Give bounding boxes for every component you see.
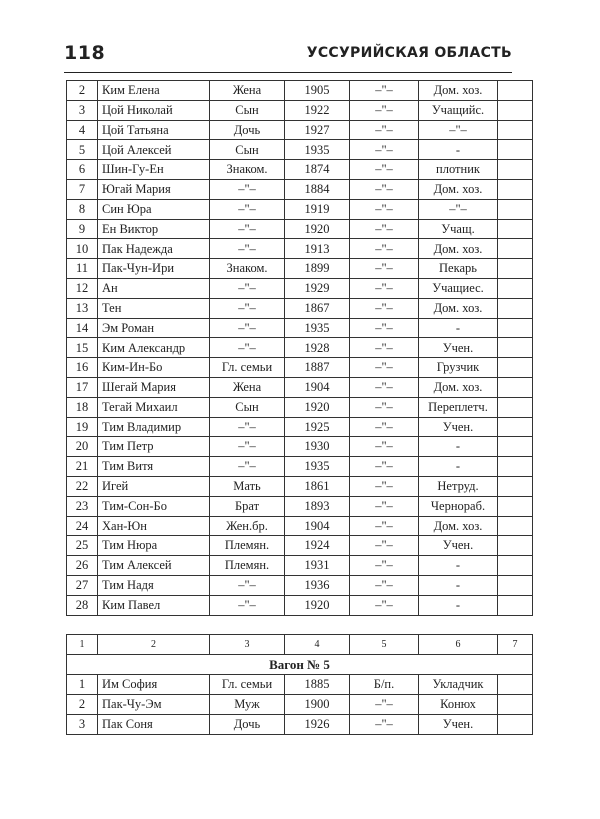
relation-cell: –"– [210, 457, 285, 477]
occupation-cell: Нетруд. [419, 476, 498, 496]
note-cell [498, 259, 533, 279]
relation-cell: Сын [210, 100, 285, 120]
note-cell [498, 417, 533, 437]
person-name-cell: Шегай Мария [98, 377, 210, 397]
row-number-cell: 10 [67, 239, 98, 259]
table-row [67, 417, 533, 437]
note-cell [498, 120, 533, 140]
row-number-cell: 17 [67, 377, 98, 397]
relation-cell: Брат [210, 496, 285, 516]
note-cell [498, 100, 533, 120]
table-row [67, 160, 533, 180]
birth-year-cell: 1925 [285, 417, 350, 437]
occupation-cell: Конюх [419, 695, 498, 715]
birth-year-cell: 1899 [285, 259, 350, 279]
birth-year-cell: 1887 [285, 358, 350, 378]
relation-cell: –"– [210, 437, 285, 457]
row-number-cell: 23 [67, 496, 98, 516]
relation-cell: Дочь [210, 715, 285, 735]
note-cell [498, 239, 533, 259]
birth-year-cell: 1926 [285, 715, 350, 735]
note-cell [498, 199, 533, 219]
birth-year-cell: 1936 [285, 575, 350, 595]
party-cell: –"– [350, 140, 419, 160]
party-cell: –"– [350, 318, 419, 338]
occupation-cell: Пекарь [419, 259, 498, 279]
party-cell: Б/п. [350, 675, 419, 695]
row-number-cell: 24 [67, 516, 98, 536]
table-row [67, 278, 533, 298]
row-number-cell: 12 [67, 278, 98, 298]
wagon-title: Вагон № 5 [67, 655, 533, 675]
party-cell: –"– [350, 278, 419, 298]
note-cell [498, 358, 533, 378]
person-name-cell: Ан [98, 278, 210, 298]
person-name-cell: Цой Алексей [98, 140, 210, 160]
relation-cell: Дочь [210, 120, 285, 140]
relation-cell: –"– [210, 298, 285, 318]
party-cell: –"– [350, 179, 419, 199]
party-cell: –"– [350, 160, 419, 180]
birth-year-cell: 1900 [285, 695, 350, 715]
relation-cell: –"– [210, 239, 285, 259]
row-number-cell: 20 [67, 437, 98, 457]
column-number: 1 [67, 635, 98, 655]
row-number-cell: 5 [67, 140, 98, 160]
party-cell: –"– [350, 259, 419, 279]
occupation-cell: Чернораб. [419, 496, 498, 516]
table-row [67, 496, 533, 516]
occupation-cell: Укладчик [419, 675, 498, 695]
relation-cell: –"– [210, 179, 285, 199]
row-number-cell: 19 [67, 417, 98, 437]
note-cell [498, 536, 533, 556]
relation-cell: Муж [210, 695, 285, 715]
relation-cell: –"– [210, 595, 285, 615]
relation-cell: Гл. семьи [210, 358, 285, 378]
column-number: 7 [498, 635, 533, 655]
header-rule [64, 72, 512, 73]
table-row [67, 100, 533, 120]
birth-year-cell: 1861 [285, 476, 350, 496]
birth-year-cell: 1867 [285, 298, 350, 318]
party-cell: –"– [350, 338, 419, 358]
relation-cell: Жена [210, 81, 285, 101]
party-cell: –"– [350, 556, 419, 576]
party-cell: –"– [350, 457, 419, 477]
occupation-cell: Дом. хоз. [419, 179, 498, 199]
party-cell: –"– [350, 536, 419, 556]
row-number-cell: 22 [67, 476, 98, 496]
person-name-cell: Пак Надежда [98, 239, 210, 259]
row-number-cell: 1 [67, 675, 98, 695]
wagon-title-row [67, 655, 533, 675]
relation-cell: –"– [210, 278, 285, 298]
row-number-cell: 26 [67, 556, 98, 576]
birth-year-cell: 1920 [285, 397, 350, 417]
birth-year-cell: 1930 [285, 437, 350, 457]
relation-cell: –"– [210, 219, 285, 239]
party-cell: –"– [350, 476, 419, 496]
occupation-cell: Дом. хоз. [419, 516, 498, 536]
birth-year-cell: 1931 [285, 556, 350, 576]
occupation-cell: Дом. хоз. [419, 298, 498, 318]
note-cell [498, 457, 533, 477]
relation-cell: –"– [210, 417, 285, 437]
occupation-cell: - [419, 575, 498, 595]
relation-cell: Знаком. [210, 160, 285, 180]
person-name-cell: Тегай Михаил [98, 397, 210, 417]
column-number: 5 [350, 635, 419, 655]
birth-year-cell: 1904 [285, 377, 350, 397]
page-number: 118 [64, 42, 106, 64]
party-cell: –"– [350, 100, 419, 120]
person-name-cell: Тим Витя [98, 457, 210, 477]
table-row [67, 377, 533, 397]
person-name-cell: Пак Соня [98, 715, 210, 735]
table-row [67, 179, 533, 199]
birth-year-cell: 1920 [285, 595, 350, 615]
party-cell: –"– [350, 437, 419, 457]
note-cell [498, 298, 533, 318]
birth-year-cell: 1935 [285, 457, 350, 477]
note-cell [498, 556, 533, 576]
occupation-cell: - [419, 595, 498, 615]
table-row [67, 239, 533, 259]
person-name-cell: Хан-Юн [98, 516, 210, 536]
wagon-table [66, 634, 533, 735]
table-row [67, 437, 533, 457]
table-row [67, 476, 533, 496]
relation-cell: Жен.бр. [210, 516, 285, 536]
occupation-cell: Учен. [419, 715, 498, 735]
note-cell [498, 715, 533, 735]
note-cell [498, 675, 533, 695]
relation-cell: –"– [210, 338, 285, 358]
person-name-cell: Син Юра [98, 199, 210, 219]
table-row [67, 199, 533, 219]
person-name-cell: Ким Александр [98, 338, 210, 358]
birth-year-cell: 1884 [285, 179, 350, 199]
table-row [67, 397, 533, 417]
row-number-cell: 2 [67, 695, 98, 715]
note-cell [498, 397, 533, 417]
table-row [67, 338, 533, 358]
occupation-cell: Переплетч. [419, 397, 498, 417]
row-number-cell: 3 [67, 715, 98, 735]
person-name-cell: Пак-Чун-Ири [98, 259, 210, 279]
occupation-cell: Дом. хоз. [419, 377, 498, 397]
occupation-cell: - [419, 437, 498, 457]
note-cell [498, 377, 533, 397]
row-number-cell: 25 [67, 536, 98, 556]
person-name-cell: Ким Елена [98, 81, 210, 101]
note-cell [498, 595, 533, 615]
birth-year-cell: 1905 [285, 81, 350, 101]
row-number-cell: 18 [67, 397, 98, 417]
note-cell [498, 160, 533, 180]
person-name-cell: Тим Алексей [98, 556, 210, 576]
row-number-cell: 15 [67, 338, 98, 358]
note-cell [498, 81, 533, 101]
relation-cell: –"– [210, 318, 285, 338]
party-cell: –"– [350, 595, 419, 615]
birth-year-cell: 1935 [285, 140, 350, 160]
row-number-cell: 9 [67, 219, 98, 239]
occupation-cell: - [419, 457, 498, 477]
table-row [67, 595, 533, 615]
table-row [67, 715, 533, 735]
party-cell: –"– [350, 358, 419, 378]
row-number-cell: 13 [67, 298, 98, 318]
table-row [67, 556, 533, 576]
column-number-row [67, 635, 533, 655]
occupation-cell: Дом. хоз. [419, 81, 498, 101]
table-row [67, 120, 533, 140]
row-number-cell: 16 [67, 358, 98, 378]
table-row [67, 259, 533, 279]
person-name-cell: Шин-Гу-Ен [98, 160, 210, 180]
person-name-cell: Эм Роман [98, 318, 210, 338]
person-name-cell: Тим Петр [98, 437, 210, 457]
party-cell: –"– [350, 81, 419, 101]
column-number: 3 [210, 635, 285, 655]
party-cell: –"– [350, 516, 419, 536]
relation-cell: Племян. [210, 556, 285, 576]
occupation-cell: - [419, 318, 498, 338]
table-row [67, 219, 533, 239]
birth-year-cell: 1893 [285, 496, 350, 516]
birth-year-cell: 1904 [285, 516, 350, 536]
relation-cell: Знаком. [210, 259, 285, 279]
main-table [66, 80, 533, 616]
person-name-cell: Пак-Чу-Эм [98, 695, 210, 715]
person-name-cell: Цой Николай [98, 100, 210, 120]
relation-cell: Сын [210, 140, 285, 160]
birth-year-cell: 1928 [285, 338, 350, 358]
table-row [67, 81, 533, 101]
note-cell [498, 318, 533, 338]
person-name-cell: Тим-Сон-Бо [98, 496, 210, 516]
column-number: 6 [419, 635, 498, 655]
row-number-cell: 7 [67, 179, 98, 199]
party-cell: –"– [350, 298, 419, 318]
occupation-cell: плотник [419, 160, 498, 180]
table-row [67, 575, 533, 595]
table-row [67, 675, 533, 695]
note-cell [498, 278, 533, 298]
note-cell [498, 695, 533, 715]
occupation-cell: –"– [419, 199, 498, 219]
relation-cell: Жена [210, 377, 285, 397]
note-cell [498, 140, 533, 160]
party-cell: –"– [350, 417, 419, 437]
table-row [67, 536, 533, 556]
table-row [67, 298, 533, 318]
birth-year-cell: 1913 [285, 239, 350, 259]
person-name-cell: Ким-Ин-Бо [98, 358, 210, 378]
row-number-cell: 28 [67, 595, 98, 615]
relation-cell: Сын [210, 397, 285, 417]
page-header [64, 42, 512, 70]
relation-cell: Гл. семьи [210, 675, 285, 695]
party-cell: –"– [350, 377, 419, 397]
birth-year-cell: 1920 [285, 219, 350, 239]
row-number-cell: 6 [67, 160, 98, 180]
note-cell [498, 338, 533, 358]
table-row [67, 457, 533, 477]
person-name-cell: Ен Виктор [98, 219, 210, 239]
occupation-cell: Учащийс. [419, 100, 498, 120]
occupation-cell: Учен. [419, 536, 498, 556]
relation-cell: Племян. [210, 536, 285, 556]
table-row [67, 358, 533, 378]
person-name-cell: Тим Нюра [98, 536, 210, 556]
occupation-cell: Дом. хоз. [419, 239, 498, 259]
person-name-cell: Ким Павел [98, 595, 210, 615]
relation-cell: –"– [210, 199, 285, 219]
note-cell [498, 496, 533, 516]
occupation-cell: - [419, 556, 498, 576]
person-name-cell: Тим Надя [98, 575, 210, 595]
row-number-cell: 11 [67, 259, 98, 279]
row-number-cell: 27 [67, 575, 98, 595]
note-cell [498, 437, 533, 457]
relation-cell: –"– [210, 575, 285, 595]
column-number: 4 [285, 635, 350, 655]
note-cell [498, 219, 533, 239]
birth-year-cell: 1935 [285, 318, 350, 338]
party-cell: –"– [350, 199, 419, 219]
party-cell: –"– [350, 397, 419, 417]
person-name-cell: Цой Татьяна [98, 120, 210, 140]
table-row [67, 140, 533, 160]
note-cell [498, 575, 533, 595]
birth-year-cell: 1924 [285, 536, 350, 556]
occupation-cell: –"– [419, 120, 498, 140]
table-row [67, 318, 533, 338]
column-number: 2 [98, 635, 210, 655]
birth-year-cell: 1922 [285, 100, 350, 120]
person-name-cell: Югай Мария [98, 179, 210, 199]
party-cell: –"– [350, 496, 419, 516]
row-number-cell: 14 [67, 318, 98, 338]
party-cell: –"– [350, 575, 419, 595]
occupation-cell: Грузчик [419, 358, 498, 378]
relation-cell: Мать [210, 476, 285, 496]
person-name-cell: Тим Владимир [98, 417, 210, 437]
note-cell [498, 516, 533, 536]
running-title: УССУРИЙСКАЯ ОБЛАСТЬ [306, 45, 512, 61]
row-number-cell: 8 [67, 199, 98, 219]
person-name-cell: Тен [98, 298, 210, 318]
row-number-cell: 3 [67, 100, 98, 120]
note-cell [498, 476, 533, 496]
occupation-cell: - [419, 140, 498, 160]
person-name-cell: Им София [98, 675, 210, 695]
row-number-cell: 21 [67, 457, 98, 477]
birth-year-cell: 1885 [285, 675, 350, 695]
table-row [67, 695, 533, 715]
occupation-cell: Учащ. [419, 219, 498, 239]
party-cell: –"– [350, 239, 419, 259]
occupation-cell: Учен. [419, 338, 498, 358]
birth-year-cell: 1929 [285, 278, 350, 298]
occupation-cell: Учащиес. [419, 278, 498, 298]
person-name-cell: Игей [98, 476, 210, 496]
table-row [67, 516, 533, 536]
party-cell: –"– [350, 695, 419, 715]
party-cell: –"– [350, 219, 419, 239]
party-cell: –"– [350, 715, 419, 735]
birth-year-cell: 1927 [285, 120, 350, 140]
birth-year-cell: 1919 [285, 199, 350, 219]
party-cell: –"– [350, 120, 419, 140]
occupation-cell: Учен. [419, 417, 498, 437]
row-number-cell: 2 [67, 81, 98, 101]
note-cell [498, 179, 533, 199]
birth-year-cell: 1874 [285, 160, 350, 180]
row-number-cell: 4 [67, 120, 98, 140]
